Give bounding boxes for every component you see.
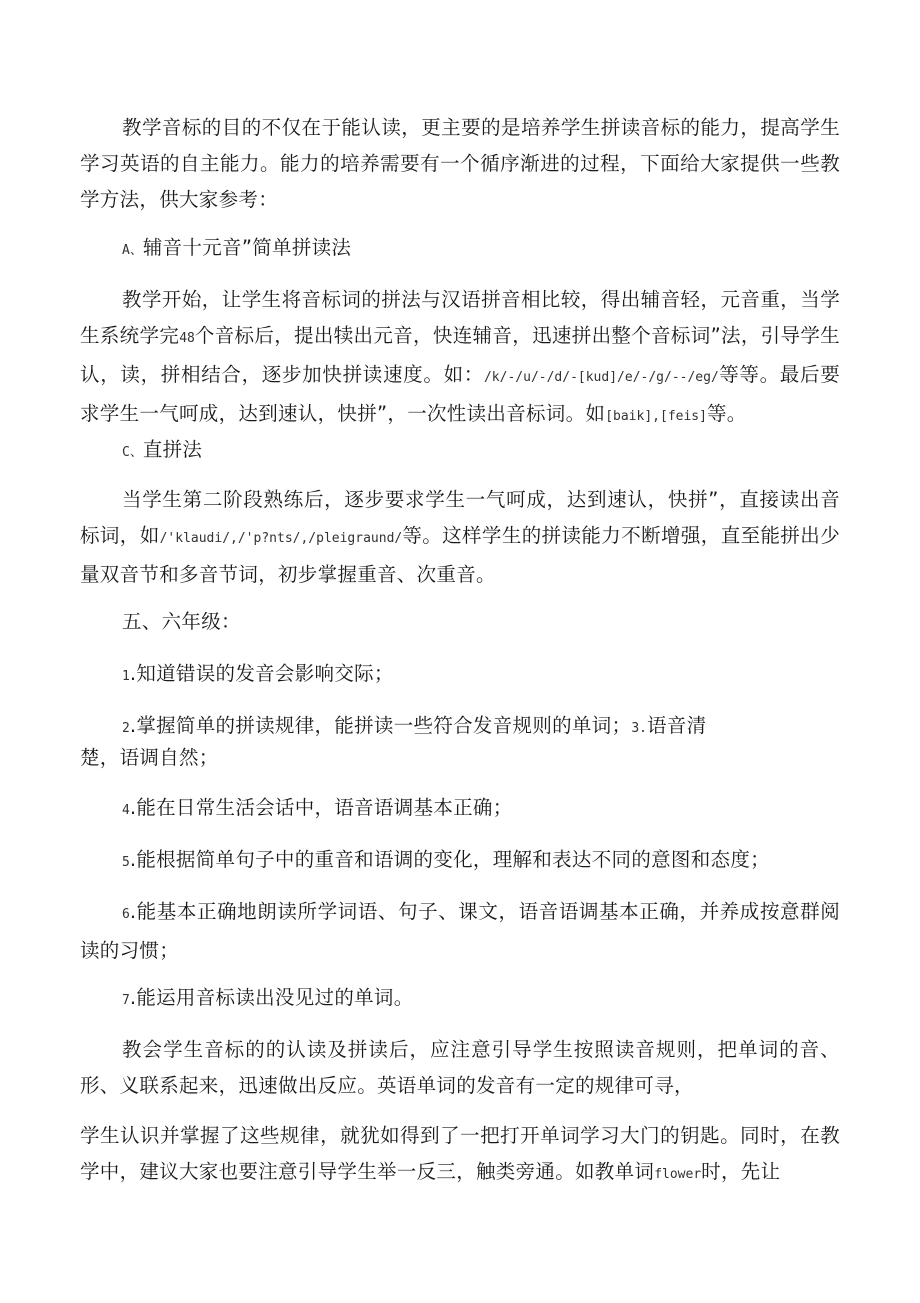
list-item-number: 6	[122, 907, 130, 922]
list-item-text: .能基本正确地朗读所学词语、句子、课文，语音语调基本正确，并养成按意群阅读的习惯；	[80, 900, 840, 962]
list-item-text: .能运用音标读出没见过的单词。	[129, 986, 414, 1009]
list-item	[122, 656, 842, 695]
para-a-number: 48	[179, 331, 195, 346]
list-item-number: 1	[122, 669, 130, 684]
list-item	[122, 980, 842, 1019]
list-item-number: 2	[122, 721, 130, 736]
last-paragraph-word: flower	[654, 1167, 702, 1182]
para-a-text-4: 等。	[706, 402, 747, 425]
section-c-title: 直拼法	[142, 438, 203, 461]
list-item	[80, 894, 840, 969]
list-item-text: .能在日常生活会话中，语音语调基本正确；	[129, 796, 513, 819]
list-item-continuation: 楚，语调自然；	[80, 746, 219, 769]
para-a-phonetic-example-2: [baik],[feis]	[605, 409, 707, 424]
para-a-text-1: 教学开始，让学生将音标词的拼法与汉语拼音相比较，得出辅音轻，元音重，当学生系统学完	[80, 288, 840, 347]
section-c-paragraph	[80, 482, 840, 593]
para-c-text-1: 当学生第二阶段熟练后，逐步要求学生一气呵成，达到速认，快拼”，直接读出音标词，如	[80, 488, 840, 547]
para-a-phonetic-example: /k/-/u/-/d/-[kud]/e/-/g/--/eg/	[483, 370, 719, 385]
list-item-inline-number: 3.	[631, 721, 647, 736]
list-item-text: .知道错误的发音会影响交际；	[129, 662, 394, 685]
para-c-text-2: 等。这样学生的拼读能力不断增强，直至能拼出少量双音节和多音节词，初步掌握重音、次重音。	[80, 524, 840, 586]
para-a-text-3: 等等。最后要求学生一气呵成，达到速认，快拼”，一次性读出音标词。如	[80, 363, 840, 425]
last-paragraph-text-1: 学生认识并掌握了这些规律，就犹如得到了一把打开单词学习大门的钥匙。同时，在教学中，建议大家也要注意引导学生举一反三，触类旁通。如教单词	[80, 1124, 840, 1183]
grade-heading: 五、六年级：	[122, 610, 241, 633]
section-a-heading	[122, 230, 842, 269]
list-item-number: 4	[122, 803, 130, 818]
intro-text: 教学音标的目的不仅在于能认读，更主要的是培养学生拼读音标的能力，提高学生学习英语的自主能力。能力的培养需要有一个循序渐进的过程，下面给大家提供一些教学方法，供大家参考：	[80, 116, 840, 211]
list-item-number: 7	[122, 993, 130, 1008]
last-paragraph-text-2: 时，先让	[701, 1160, 781, 1183]
last-paragraph	[80, 1118, 840, 1193]
list-item-text: .掌握简单的拼读规律，能拼读一些符合发音规则的单词；	[129, 714, 632, 737]
section-a-title: 辅音十元音”简单拼读法	[142, 236, 352, 259]
list-item	[122, 790, 842, 829]
section-a-paragraph	[80, 282, 840, 435]
list-item-number: 5	[122, 855, 130, 870]
section-a-label: A、	[122, 243, 143, 258]
list-item-inline-text: 语音清	[646, 714, 707, 737]
section-c-label: C、	[122, 445, 143, 460]
closing-paragraph: 教会学生音标的的认读及拼读后，应注意引导学生按照读音规则，把单词的音、形、义联系起来，迅速做出反应。英语单词的发音有一定的规律可寻，	[80, 1038, 840, 1097]
intro-paragraph	[80, 110, 840, 218]
section-c-heading	[122, 432, 842, 471]
para-c-phonetic-example: /'klaudi/,/'p?nts/,/pleigraund/	[159, 531, 403, 546]
list-item	[122, 842, 842, 881]
list-item-text: .能根据简单句子中的重音和语调的变化，理解和表达不同的意图和态度；	[129, 848, 770, 871]
para-a-text-2: 个音标后，提出犊出元音，快连辅音，迅速拼出整个音标词”法，引导学生认，读，拼相结合，逐步加快拼读速度。如：	[80, 324, 840, 386]
